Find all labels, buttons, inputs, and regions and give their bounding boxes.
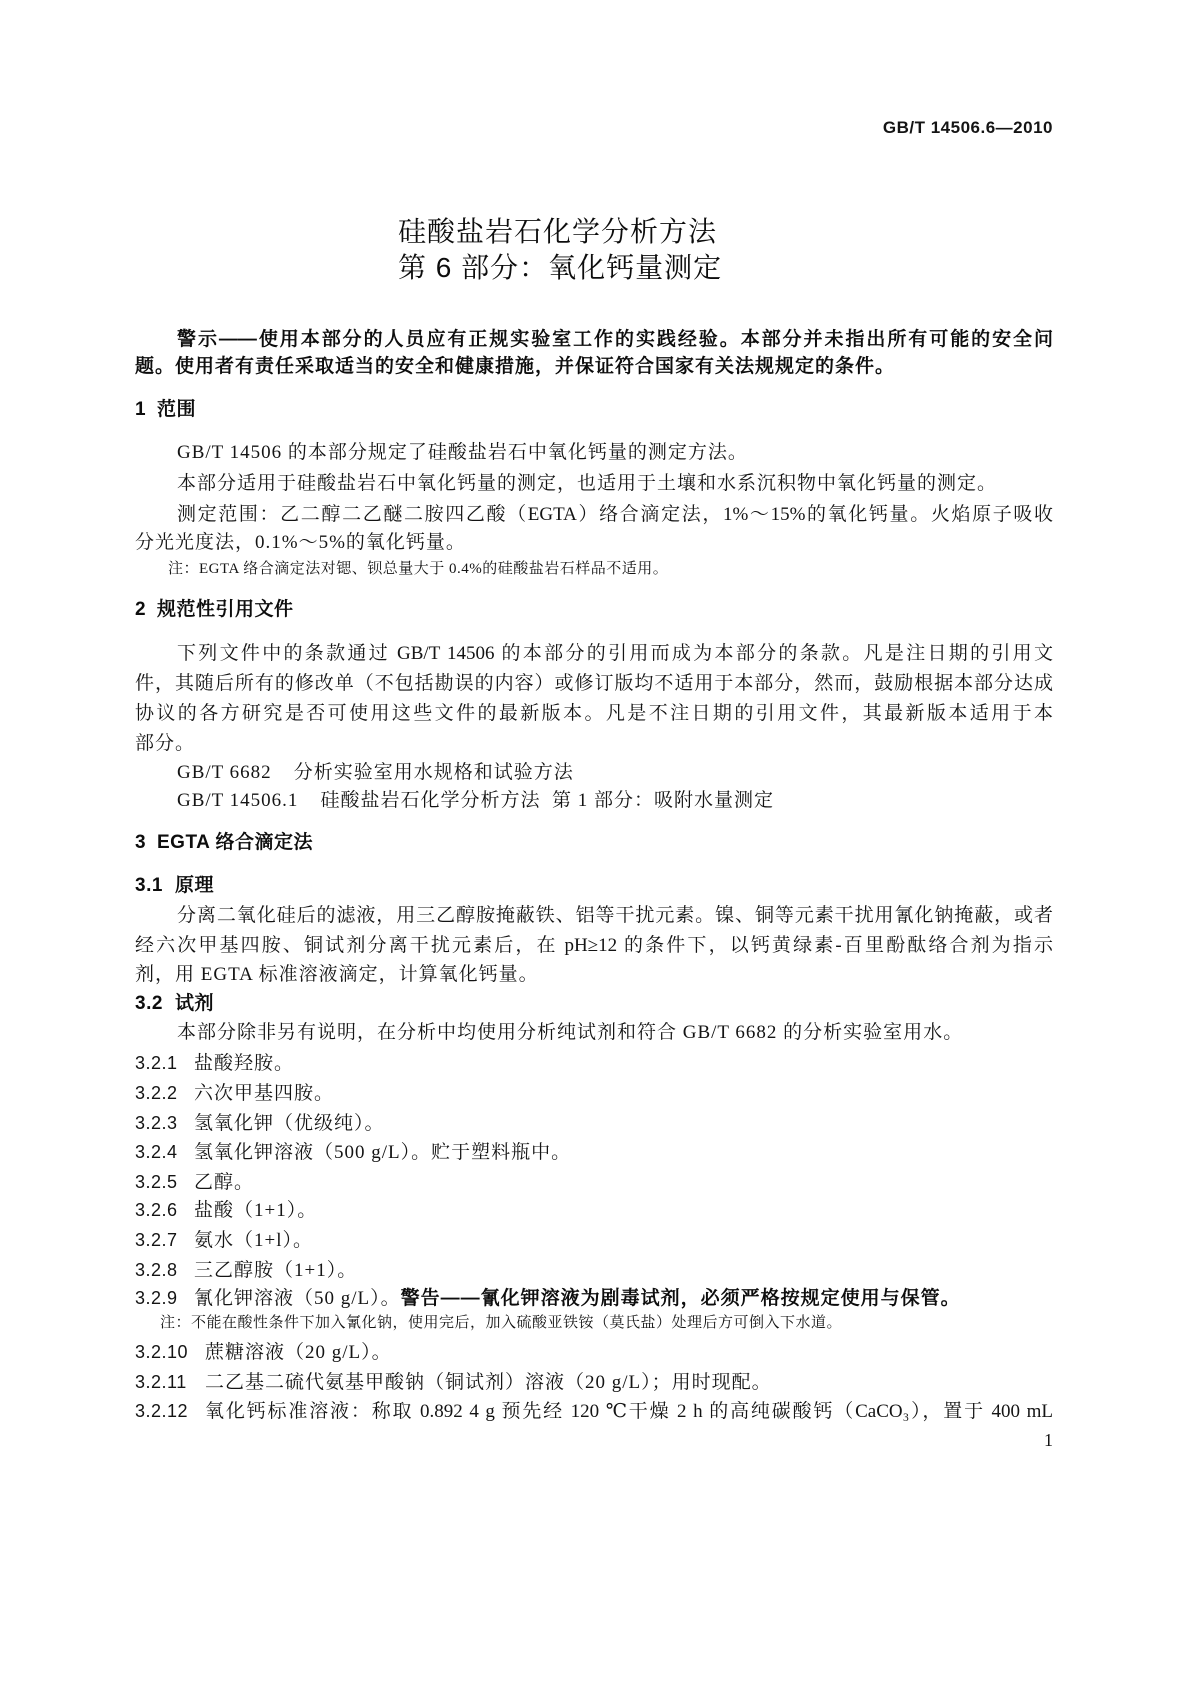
reference-code: GB/T 6682 [177, 762, 272, 783]
reference-title: 硅酸盐岩石化学分析方法 第 1 部分：吸附水量测定 [320, 790, 774, 811]
reagent-text-plain: 氰化钾溶液（50 g/L）。 [194, 1288, 401, 1309]
reference-item [177, 761, 574, 785]
cyanide-warning: 警告——氰化钾溶液为剧毒试剂，必须严格按规定使用与保管。 [400, 1288, 961, 1309]
reagent-text: 盐酸羟胺。 [194, 1053, 295, 1074]
section-number: 1 [135, 399, 147, 420]
scope-range-line: 测定范围：乙二醇二乙醚二胺四乙酸（EGTA）络合滴定法，1%～15%的氧化钙量。火焰原子吸收 [177, 504, 1053, 525]
reagent-text: 盐酸（1+1）。 [194, 1200, 318, 1221]
reagent-number: 3.2.6 [135, 1200, 178, 1220]
principle-line: 经六次甲基四胺、铜试剂分离干扰元素后，在 pH≥12 的条件下，以钙黄绿素-百里酚酞络合剂为指示 [135, 935, 1053, 956]
reagent-item [135, 1370, 1053, 1395]
reagent-number: 3.2.11 [135, 1372, 187, 1392]
reagent-item [135, 1340, 1053, 1365]
reagent-item [135, 1258, 1053, 1283]
reagent-text: 六次甲基四胺。 [194, 1083, 335, 1104]
section-title: 范围 [157, 399, 197, 420]
scope-paragraph: 本部分适用于硅酸盐岩石中氧化钙量的测定，也适用于土壤和水系沉积物中氧化钙量的测定。 [177, 473, 998, 494]
reagent-text [194, 1287, 1053, 1311]
section-title: 规范性引用文件 [157, 599, 294, 620]
normative-references-line: 件，其随后所有的修改单（不包括勘误的内容）或修订版均不适用于本部分，然而，鼓励根据本部分达成 [135, 673, 1053, 694]
scope-paragraph: GB/T 14506 的本部分规定了硅酸盐岩石中氧化钙量的测定方法。 [177, 442, 748, 463]
section-title: EGTA 络合滴定法 [157, 832, 313, 853]
reagent-item [135, 1081, 1053, 1106]
reagent-text: 三乙醇胺（1+1）。 [194, 1260, 358, 1281]
safety-warning-line: 警示——使用本部分的人员应有正规实验室工作的实践经验。本部分并未指出所有可能的安全问 [177, 329, 1053, 350]
reagent-number: 3.2.9 [135, 1288, 178, 1308]
reagent-item [135, 1111, 1053, 1136]
reagent-number: 3.2.7 [135, 1230, 178, 1250]
reagent-item [135, 1228, 1053, 1253]
reagent-text: 氨水（1+l）。 [194, 1230, 313, 1251]
reagent-number: 3.2.8 [135, 1260, 178, 1280]
principle-line: 剂，用 EGTA 标准溶液滴定，计算氧化钙量。 [135, 964, 539, 985]
section-number: 3 [135, 832, 147, 853]
reagent-number: 3.2.4 [135, 1142, 178, 1162]
reagent-item [135, 1399, 1053, 1424]
reagent-text: 氢氧化钾溶液（500 g/L）。贮于塑料瓶中。 [194, 1142, 572, 1163]
document-part-title: 第 6 部分：氧化钙量测定 [398, 252, 723, 283]
reagent-item [135, 1286, 1053, 1311]
reagent-item [135, 1170, 1053, 1195]
reagent-number: 3.2.10 [135, 1342, 189, 1362]
subsection-number: 3.1 [135, 875, 163, 896]
subsection-number: 3.2 [135, 993, 163, 1014]
reagent-text: 氧化钙标准溶液：称取 0.892 4 g 预先经 120 ℃干燥 2 h 的高纯碳酸钙（CaCO₃），置于 400 mL [205, 1401, 1053, 1422]
document-title: 硅酸盐岩石化学分析方法 [398, 216, 718, 247]
reagent-text: 二乙基二硫代氨基甲酸钠（铜试剂）溶液（20 g/L）；用时现配。 [205, 1372, 772, 1393]
scope-note: 注：EGTA 络合滴定法对锶、钡总量大于 0.4%的硅酸盐岩石样品不适用。 [168, 561, 669, 577]
subsection-3-2-heading [135, 992, 214, 1016]
safety-warning-line: 题。使用者有责任采取适当的安全和健康措施，并保证符合国家有关法规规定的条件。 [135, 356, 896, 377]
reference-title: 分析实验室用水规格和试验方法 [293, 762, 574, 783]
reference-code: GB/T 14506.1 [177, 790, 299, 811]
normative-references-line: 协议的各方研究是否可使用这些文件的最新版本。凡是不注日期的引用文件，其最新版本适用于本 [135, 703, 1053, 724]
reagent-text: 乙醇。 [194, 1172, 255, 1193]
reagent-number: 3.2.12 [135, 1401, 189, 1421]
section-number: 2 [135, 599, 147, 620]
reagent-number: 3.2.5 [135, 1172, 178, 1192]
reagent-item [135, 1140, 1053, 1165]
scope-range-line: 分光光度法，0.1%～5%的氧化钙量。 [135, 532, 466, 553]
reagents-intro: 本部分除非另有说明，在分析中均使用分析纯试剂和符合 GB/T 6682 的分析实验室用水。 [177, 1022, 964, 1043]
normative-references-line: 部分。 [135, 733, 196, 754]
page-number: 1 [1044, 1430, 1053, 1450]
reagent-text: 氢氧化钾（优级纯）。 [194, 1113, 385, 1134]
standard-code-header: GB/T 14506.6—2010 [882, 118, 1053, 137]
subsection-title: 试剂 [175, 993, 215, 1014]
subsection-3-1-heading [135, 874, 214, 898]
section-2-heading [135, 598, 294, 622]
normative-references-line: 下列文件中的条款通过 GB/T 14506 的本部分的引用而成为本部分的条款。凡是注日期的引用文 [177, 643, 1053, 664]
reagent-text: 蔗糖溶液（20 g/L）。 [205, 1342, 392, 1363]
reagent-number: 3.2.1 [135, 1053, 178, 1073]
principle-line: 分离二氧化硅后的滤液，用三乙醇胺掩蔽铁、铝等干扰元素。镍、铜等元素干扰用氰化钠掩蔽，或者 [177, 905, 1053, 926]
section-3-heading [135, 831, 313, 855]
reagent-number: 3.2.2 [135, 1083, 178, 1103]
reagent-item [135, 1051, 1053, 1076]
cyanide-disposal-note: 注：不能在酸性条件下加入氰化钠，使用完后，加入硫酸亚铁铵（莫氏盐）处理后方可倒入下水道。 [160, 1315, 843, 1331]
reagent-item [135, 1198, 1053, 1223]
reagent-number: 3.2.3 [135, 1113, 178, 1133]
subsection-title: 原理 [175, 875, 215, 896]
section-1-heading [135, 398, 196, 422]
reference-item [177, 789, 774, 813]
